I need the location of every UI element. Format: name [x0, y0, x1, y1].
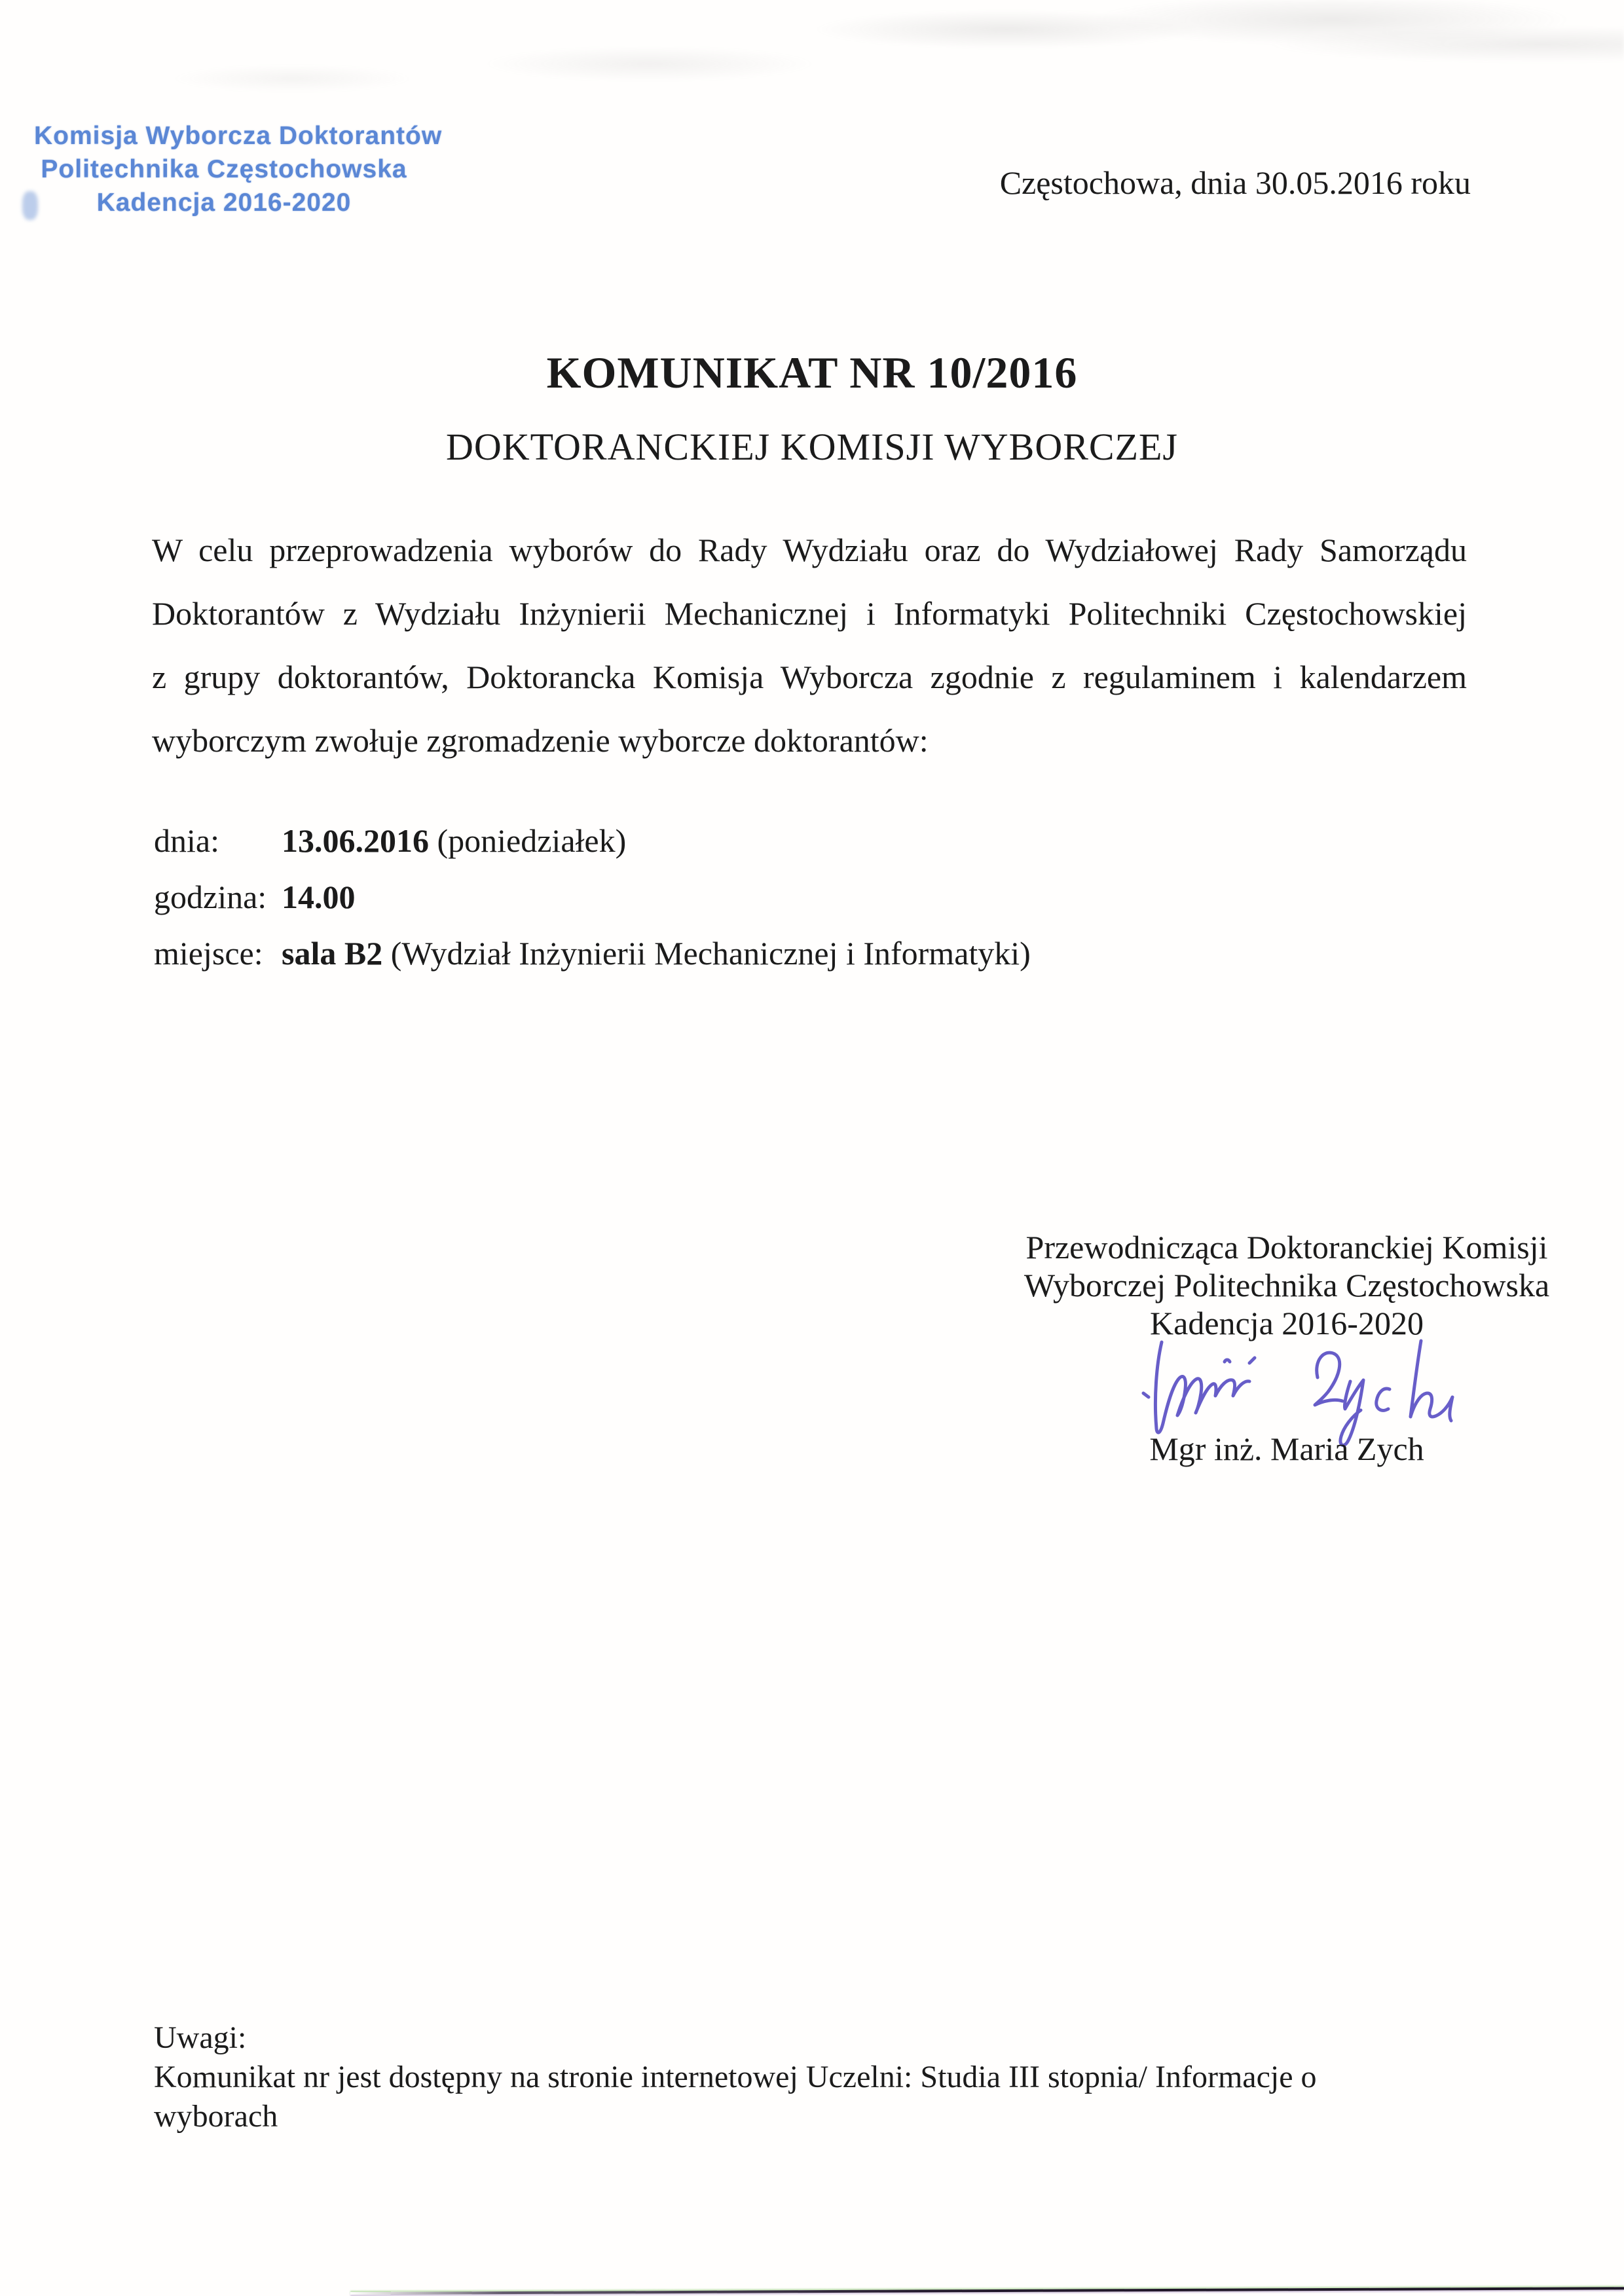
meeting-details [154, 812, 1464, 981]
signature-ink-dot [1143, 1393, 1149, 1397]
signature-ink-h [1411, 1341, 1452, 1421]
signatory-name: Mgr inż. Maria Zych [1149, 1430, 1424, 1467]
detail-label: dnia: [154, 822, 219, 859]
detail-row-time [154, 869, 1464, 925]
signature-ink-c [1376, 1389, 1390, 1410]
scan-noise-artifact [0, 0, 1624, 98]
document-subtitle: DOKTORANCKIEJ KOMISJI WYBORCZEJ [445, 426, 1179, 468]
committee-stamp [34, 119, 443, 219]
document-title: KOMUNIKAT NR 10/2016 [546, 348, 1078, 397]
stamp-line: Komisja Wyborcza Doktorantów [34, 122, 443, 150]
signature-role-block [1012, 1228, 1562, 1342]
detail-label: godzina: [154, 879, 267, 915]
body-line: wyborczym zwołuje zgromadzenie wyborcze doktorantów: [152, 722, 929, 759]
detail-value: sala B2 (Wydział Inżynierii Mechanicznej i Informatyki) [282, 935, 1031, 972]
stamp-line: Kadencja 2016-2020 [96, 189, 352, 217]
stamp-line: Politechnika Częstochowska [41, 155, 407, 183]
body-line: z grupy doktorantów, Doktorancka Komisja Wyborcza zgodnie z regulaminem i kalendarzem [152, 659, 1467, 695]
signature-role-line: Przewodnicząca Doktoranckiej Komisji [1025, 1229, 1548, 1266]
body-line: W celu przeprowadzenia wyborów do Rady Wydziału oraz do Wydziałowej Rady Samorządu [152, 532, 1467, 568]
detail-row-place [154, 925, 1464, 981]
detail-value: 14.00 [282, 879, 356, 915]
signature-ink-maria [1155, 1342, 1249, 1432]
remarks-heading: Uwagi: [154, 2020, 247, 2055]
date-line: Częstochowa, dnia 30.05.2016 roku [999, 164, 1471, 201]
detail-row-date [154, 812, 1464, 869]
remarks-line: wyborach [154, 2099, 278, 2134]
remarks-block [154, 2018, 1536, 2136]
remarks-line: Komunikat nr jest dostępny na stronie internetowej Uczelni: Studia III stopnia/ Informacje o [154, 2060, 1317, 2094]
signature-ink-idot [1225, 1360, 1230, 1362]
signature-ink-accent [1249, 1358, 1255, 1363]
stamp-ink-smudge [22, 191, 38, 220]
body-line: Doktorantów z Wydziału Inżynierii Mechanicznej i Informatyki Politechniki Częstochowskiej [152, 595, 1467, 632]
signature-role-line: Kadencja 2016-2020 [1150, 1305, 1424, 1341]
scan-edge-artifact [350, 2287, 1624, 2295]
body-paragraph [152, 519, 1467, 773]
detail-value: 13.06.2016 (poniedziałek) [282, 822, 627, 859]
signature-ink-z [1315, 1353, 1342, 1405]
detail-label: miejsce: [154, 935, 263, 972]
signature-role-line: Wyborczej Politechnika Częstochowska [1024, 1267, 1550, 1303]
